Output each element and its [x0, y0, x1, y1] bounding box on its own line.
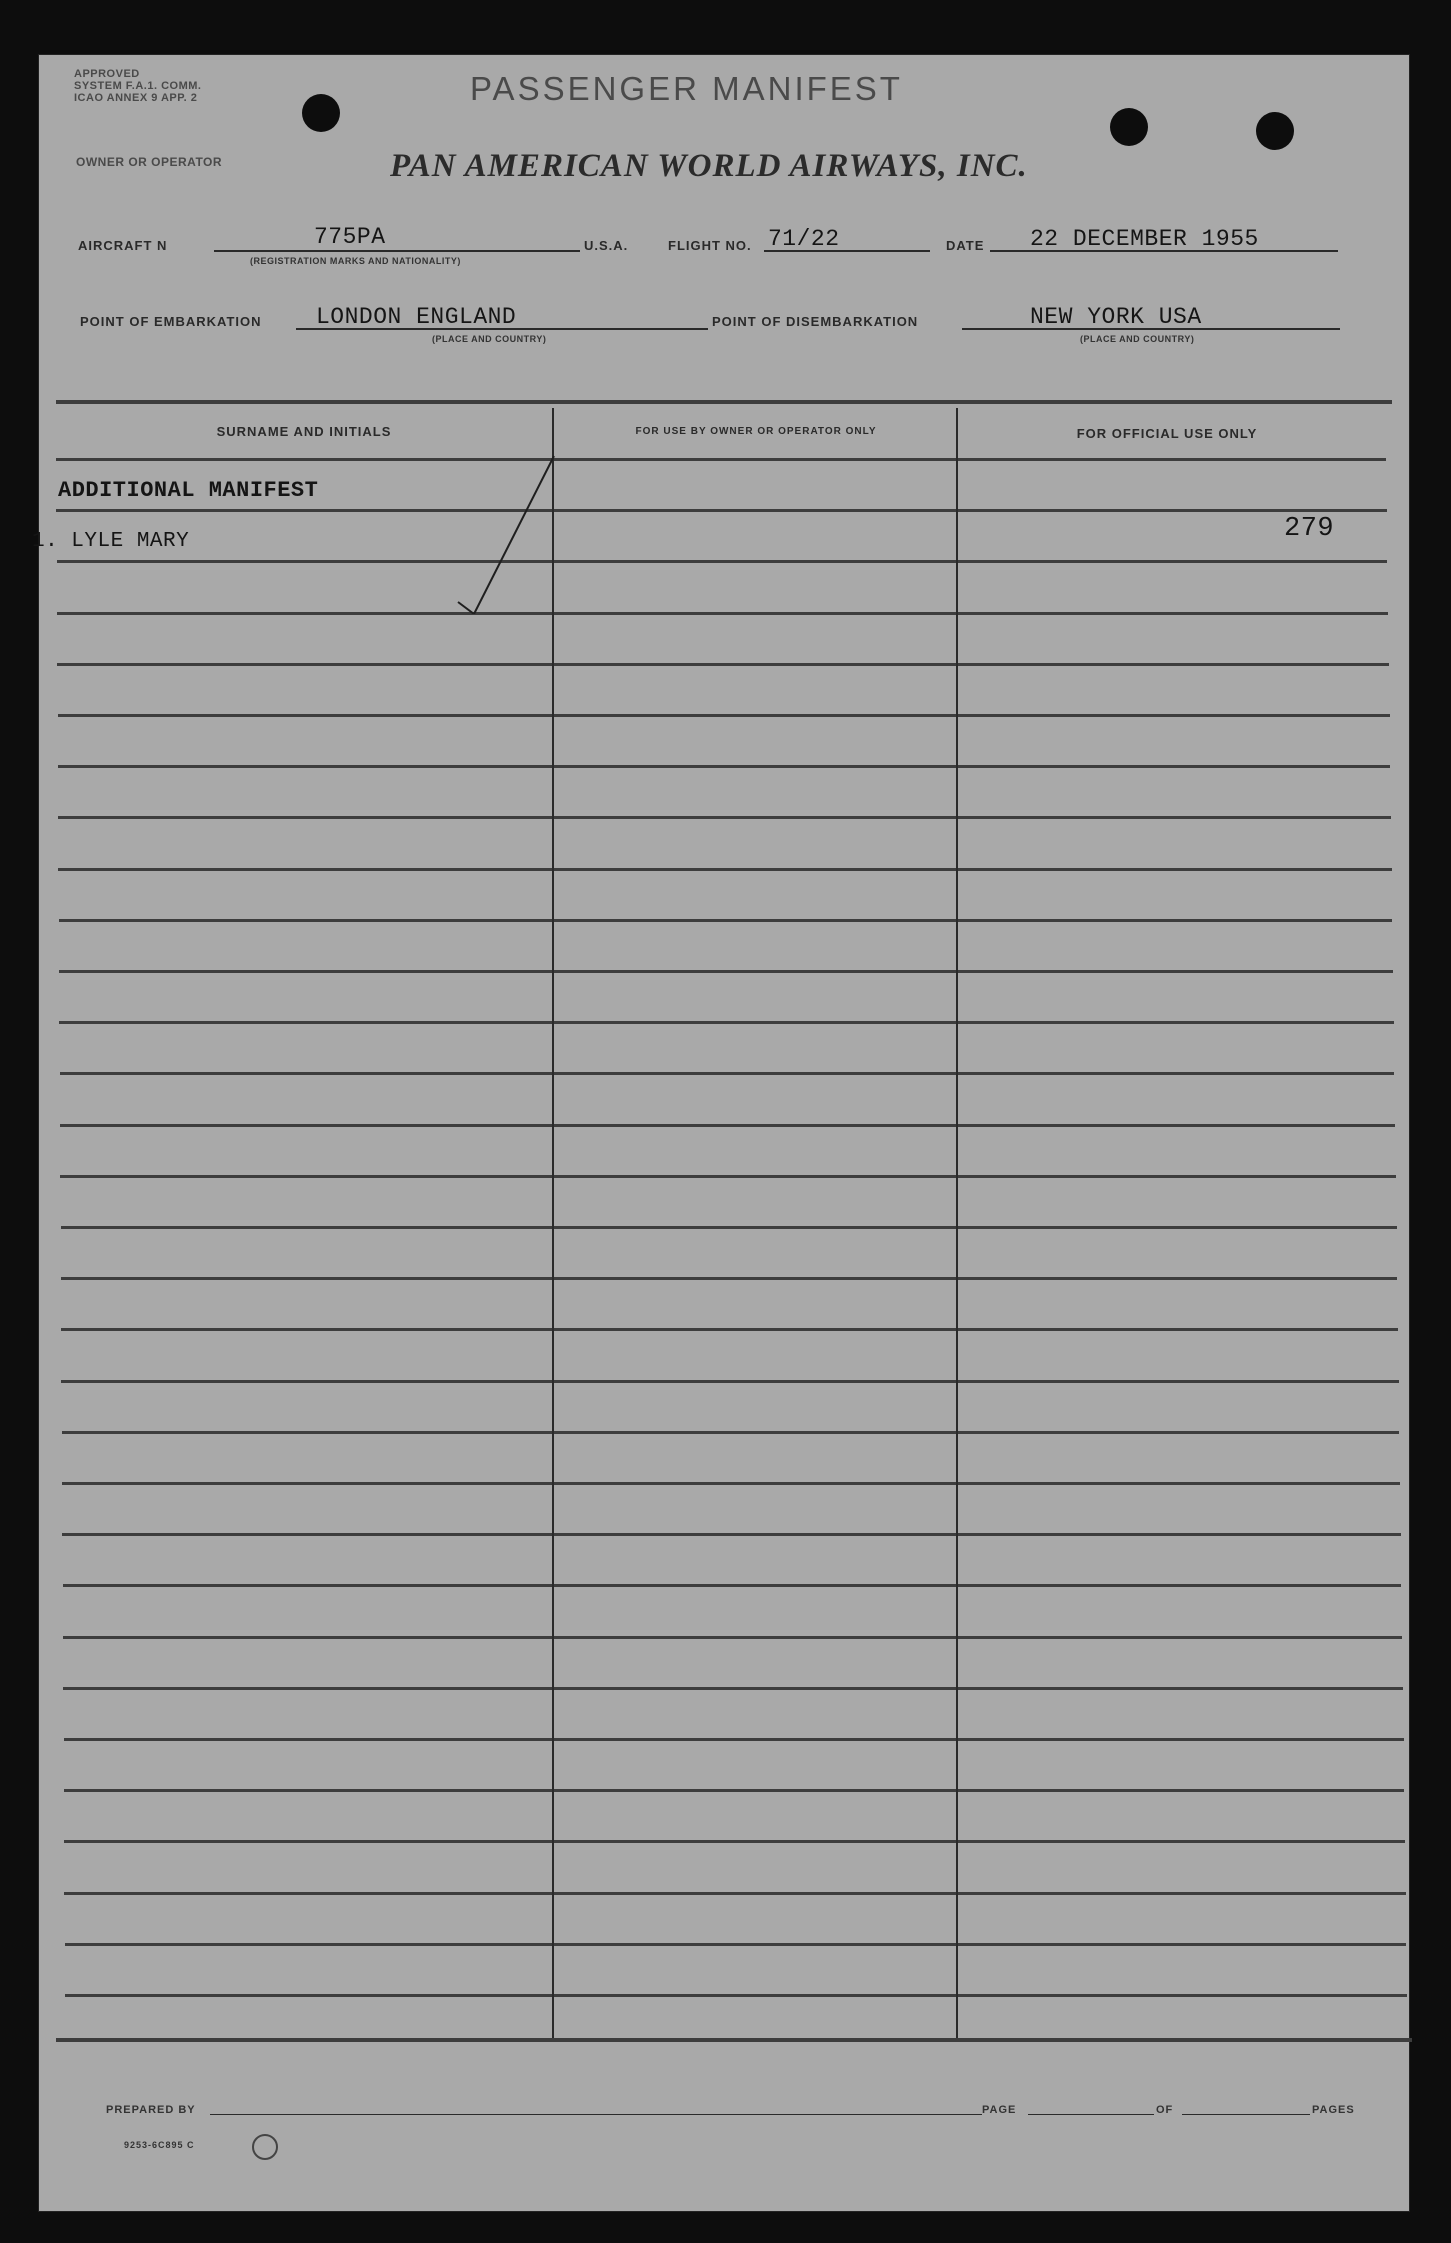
aircraft-underline [214, 250, 580, 252]
disembarkation-value: NEW YORK USA [1030, 304, 1202, 330]
aircraft-label: AIRCRAFT N [78, 238, 168, 253]
table-row-rule [60, 1124, 1395, 1127]
approval-line-1: APPROVED [74, 68, 140, 80]
manifest-page [32, 54, 1410, 2212]
aircraft-sublabel: (REGISTRATION MARKS AND NATIONALITY) [250, 256, 461, 266]
table-row-rule [59, 970, 1393, 973]
table-row-rule [61, 1380, 1398, 1383]
approval-line-2: SYSTEM F.A.1. COMM. [74, 80, 202, 92]
pages-label: PAGES [1312, 2104, 1355, 2116]
table-row-rule [57, 560, 1388, 563]
column-header-official: FOR OFFICIAL USE ONLY [1076, 426, 1258, 441]
of-label: OF [1156, 2104, 1174, 2116]
table-row-rule [57, 663, 1389, 666]
punch-hole-right [1256, 112, 1294, 150]
disembarkation-label: POINT OF DISEMBARKATION [712, 314, 919, 329]
prepared-by-underline [210, 2114, 982, 2115]
table-row-rule [59, 919, 1393, 922]
table-row-rule [62, 1431, 1400, 1434]
table-row-rule [64, 1892, 1405, 1895]
table-row-rule [58, 765, 1390, 768]
column-divider-1 [552, 408, 554, 2038]
aircraft-value: 775PA [314, 224, 386, 250]
table-top-rule [56, 400, 1392, 404]
embarkation-value: LONDON ENGLAND [316, 304, 517, 330]
owner-operator-value: PAN AMERICAN WORLD AIRWAYS, INC. [390, 148, 1028, 184]
check-mark [456, 454, 566, 614]
approval-line-3: ICAO ANNEX 9 APP. 2 [74, 92, 198, 104]
table-row-rule [63, 1584, 1402, 1587]
of-underline [1182, 2114, 1310, 2115]
prepared-by-label: PREPARED BY [106, 2104, 196, 2116]
table-row-rule [60, 1072, 1395, 1075]
table-row-rule [57, 612, 1388, 615]
column-header-operator: FOR USE BY OWNER OR OPERATOR ONLY [635, 426, 877, 437]
approval-stamp [74, 68, 201, 104]
table-row-rule [59, 1021, 1393, 1024]
table-row-rule [65, 1994, 1407, 1997]
table-row-rule [58, 714, 1390, 717]
embarkation-label: POINT OF EMBARKATION [80, 314, 262, 329]
table-row-rule [58, 868, 1391, 871]
table-row-rule [60, 1175, 1396, 1178]
flight-label: FLIGHT NO. [668, 238, 752, 253]
table-row-rule [63, 1687, 1403, 1690]
table-row-rule [56, 458, 1386, 461]
form-number: 9253-6C895 C [124, 2140, 195, 2150]
table-row-rule [62, 1482, 1400, 1485]
column-header-name: SURNAME AND INITIALS [216, 424, 392, 439]
union-bug-icon [252, 2134, 278, 2160]
table-bottom-rule [56, 2038, 1412, 2042]
date-value: 22 DECEMBER 1955 [1030, 226, 1259, 252]
punch-hole-left [302, 94, 340, 132]
usa-label: U.S.A. [584, 238, 629, 253]
table-row-rule [65, 1943, 1407, 1946]
table-row-rule [64, 1789, 1404, 1792]
table-row-name: 1. LYLE MARY [32, 530, 190, 553]
table-row-rule [61, 1277, 1397, 1280]
date-label: DATE [946, 238, 985, 253]
table-row-rule [64, 1738, 1404, 1741]
table-row-rule [62, 1533, 1400, 1536]
page-underline [1028, 2114, 1154, 2115]
table-row-rule [58, 816, 1391, 819]
page-title: PASSENGER MANIFEST [470, 70, 903, 107]
table-row-rule [61, 1226, 1397, 1229]
punch-hole-middle [1110, 108, 1148, 146]
owner-operator-label: OWNER OR OPERATOR [76, 155, 223, 169]
flight-value: 71/22 [768, 226, 840, 252]
table-row-rule [64, 1840, 1405, 1843]
embarkation-sublabel: (PLACE AND COUNTRY) [432, 334, 547, 344]
page-label: PAGE [982, 2104, 1017, 2116]
table-row-rule [61, 1328, 1398, 1331]
section-note: ADDITIONAL MANIFEST [58, 478, 319, 503]
table-row-official: 279 [1284, 514, 1335, 544]
table-row-rule [56, 509, 1386, 512]
table-row-rule [63, 1636, 1402, 1639]
disembarkation-sublabel: (PLACE AND COUNTRY) [1080, 334, 1195, 344]
column-divider-2 [956, 408, 958, 2038]
